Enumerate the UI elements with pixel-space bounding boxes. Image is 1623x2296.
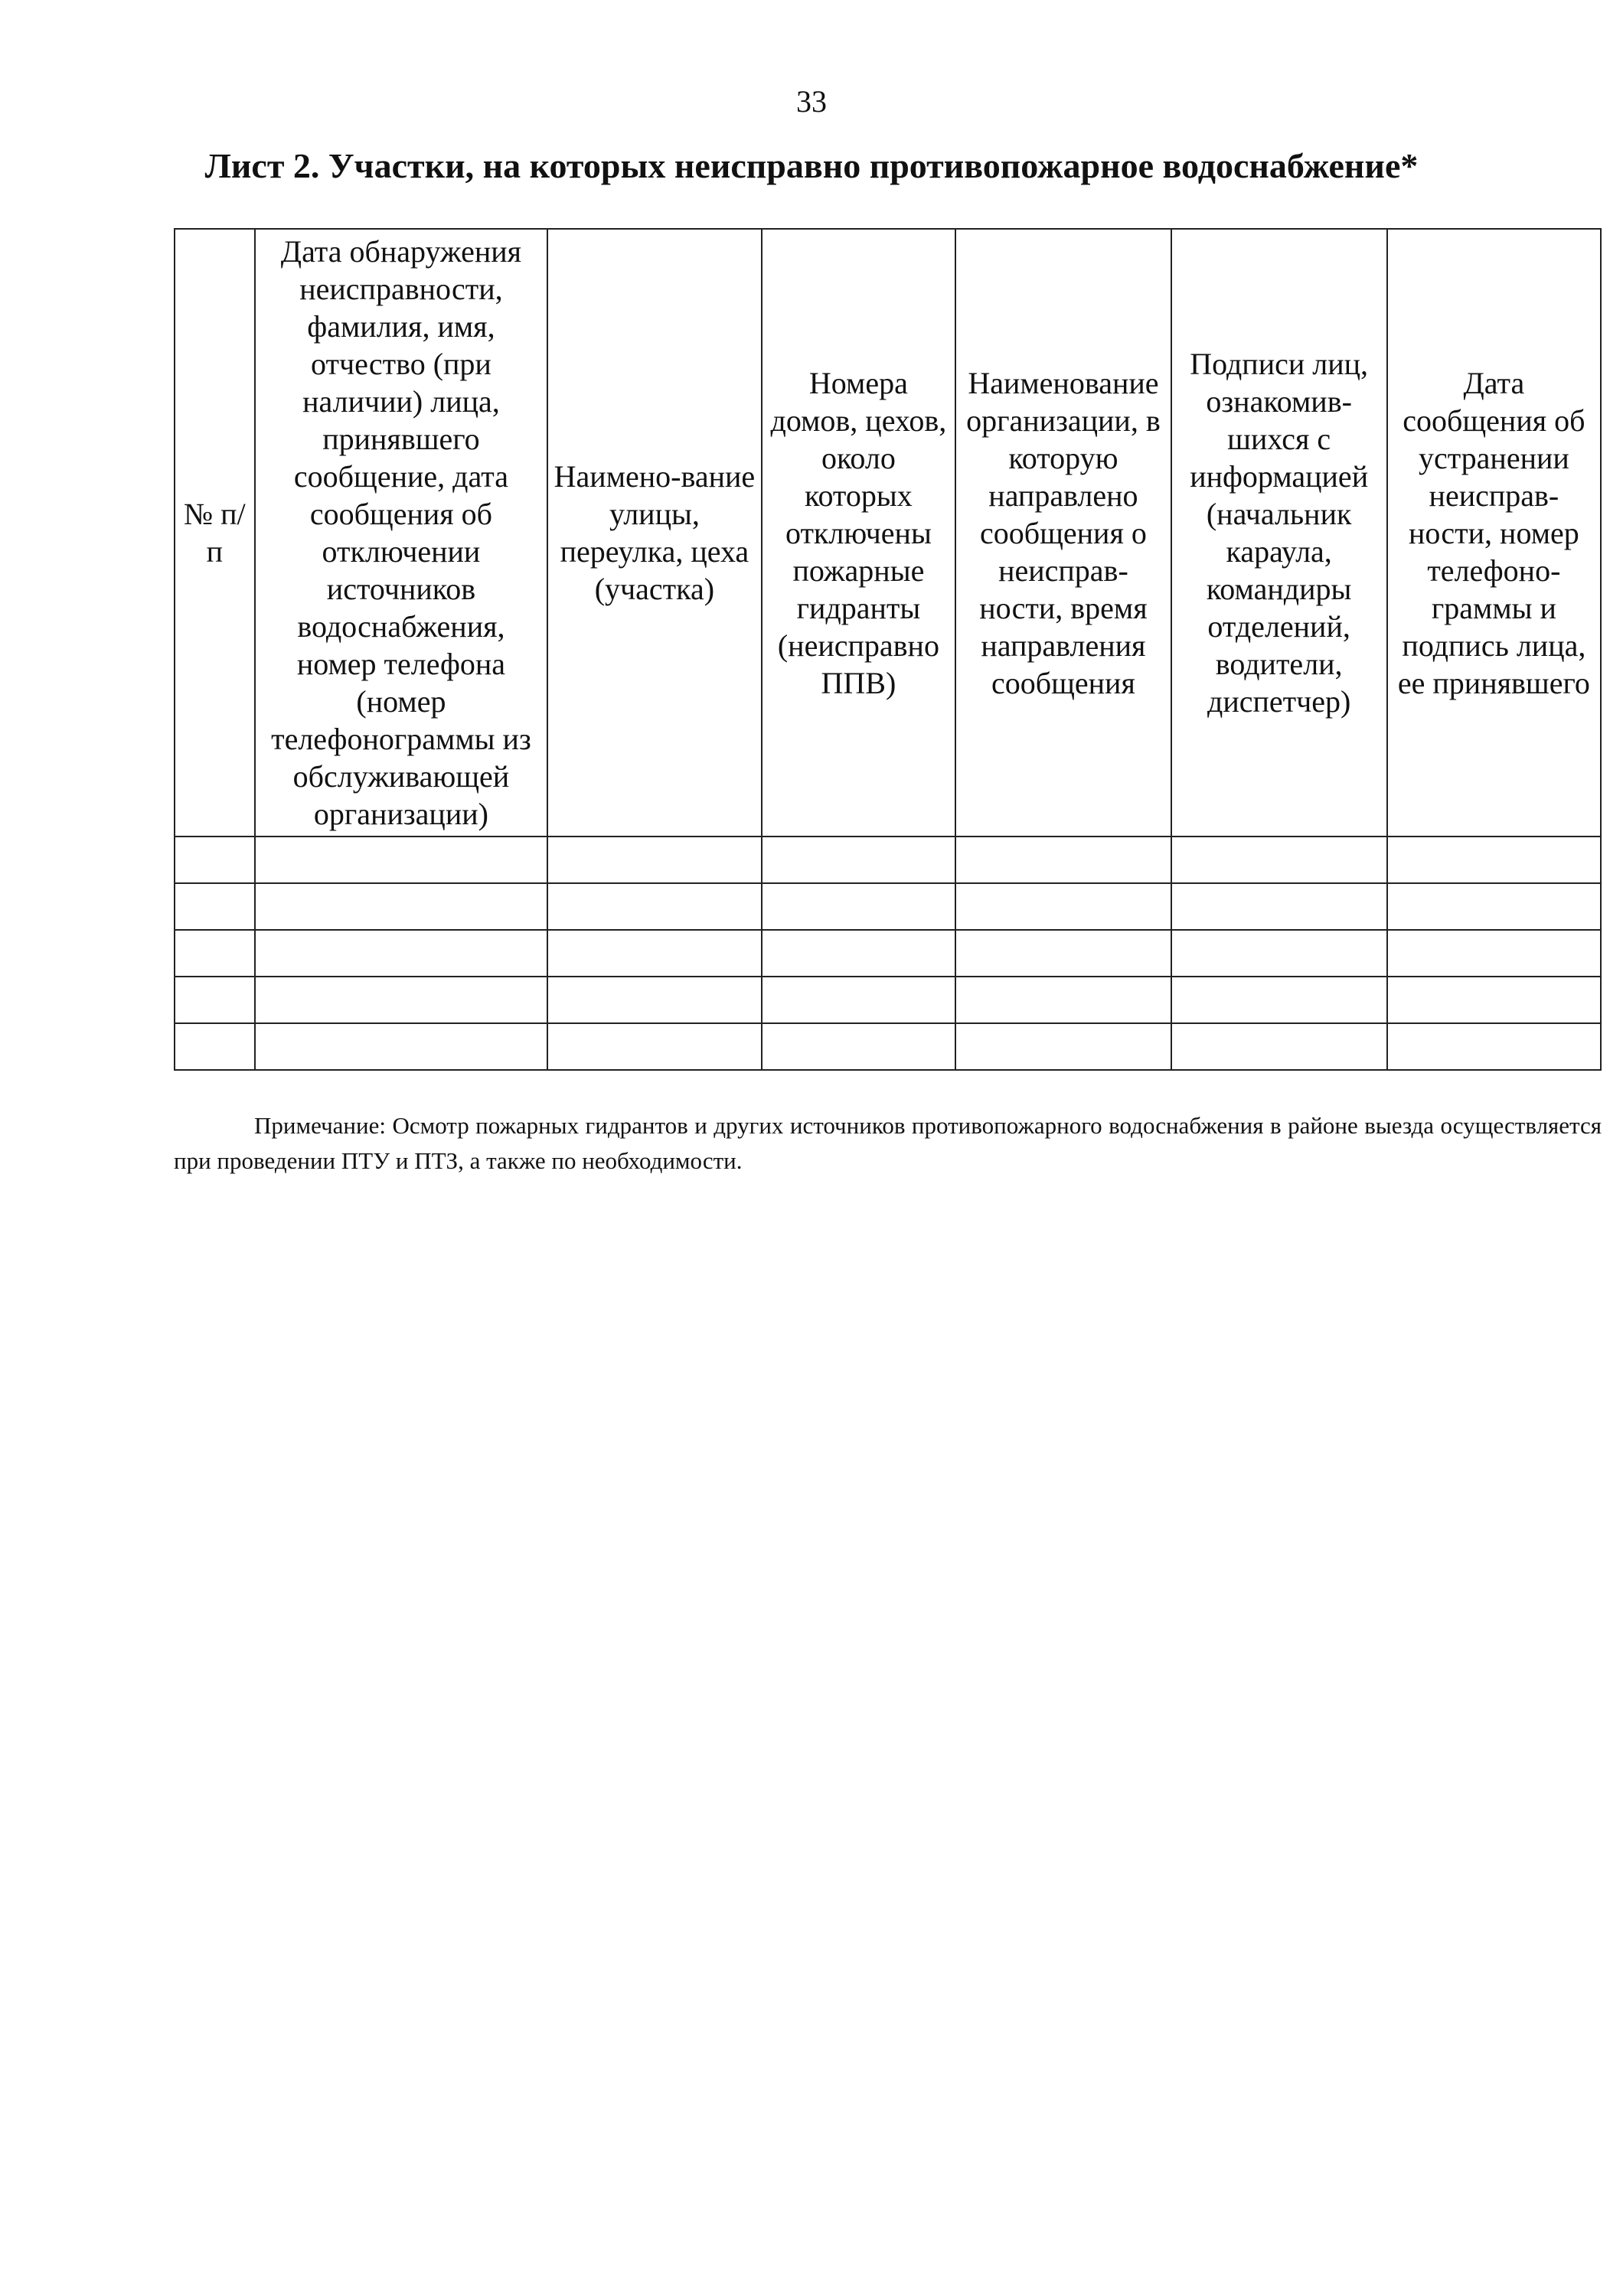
column-header-label: Подписи лиц, ознакомив-шихся с информацией (начальник караула, командиры отделений, водители, диспетчер) [1190,347,1369,719]
table-row [175,977,1601,1023]
column-header-label: Наименование организации, в которую направлено сообщения о неисправ-ности, время направления сообщения [966,365,1161,700]
table-row [175,837,1601,883]
table-cell [547,930,761,977]
footnote: Примечание: Осмотр пожарных гидрантов и других источников противопожарного водоснабжения в районе выезда осуществляется при проведении ПТУ и ПТЗ, а также по необходимости. [174,1112,1602,1174]
column-header-organization [955,229,1171,837]
column-header-signatures [1171,229,1387,837]
table-cell [1171,837,1387,883]
table-row [175,930,1601,977]
page-title: Лист 2. Участки, на которых неисправно противопожарное водоснабжение* [204,146,1419,185]
table-cell [1171,977,1387,1023]
table-header-row [175,229,1601,837]
table-cell [955,837,1171,883]
column-header-label: Дата сообщения об устранении неисправ-ности, номер телефоно-граммы и подпись лица, ее принявшего [1397,365,1590,700]
column-header-houses [762,229,956,837]
table-cell [547,883,761,930]
table-cell [175,1023,255,1070]
table-cell [547,977,761,1023]
table-cell [955,930,1171,977]
table-cell [1387,977,1601,1023]
table-cell [547,1023,761,1070]
table-body [175,837,1601,1070]
column-header-repair-date [1387,229,1601,837]
table-cell [175,837,255,883]
table-cell [1171,930,1387,977]
table-cell [955,883,1171,930]
table-cell [762,930,956,977]
table-cell [762,1023,956,1070]
column-header-number [175,229,255,837]
table-cell [175,977,255,1023]
table-cell [762,977,956,1023]
column-header-detection-date [255,229,548,837]
table-cell [547,837,761,883]
column-header-label: Наимено-вание улицы, переулка, цеха (участка) [554,459,756,606]
table-container [174,228,1602,1071]
table-row [175,883,1601,930]
table-cell [762,837,956,883]
table-cell [762,883,956,930]
table-cell [255,883,548,930]
column-header-street [547,229,761,837]
page-number: 33 [796,84,827,119]
table-cell [955,977,1171,1023]
column-header-label: № п/п [183,497,246,569]
table-row [175,1023,1601,1070]
table-cell [255,837,548,883]
table-cell [255,930,548,977]
table-cell [175,930,255,977]
table-cell [955,1023,1171,1070]
table-cell [255,977,548,1023]
table-cell [255,1023,548,1070]
table-cell [1387,837,1601,883]
table-cell [1387,930,1601,977]
table-cell [1387,883,1601,930]
table-cell [1387,1023,1601,1070]
defects-table [174,228,1602,1071]
table-cell [1171,1023,1387,1070]
column-header-label: Номера домов, цехов, около которых отключены пожарные гидранты (неисправно ППВ) [770,365,947,700]
column-header-label: Дата обнаружения неисправности, фамилия, имя, отчество (при наличии) лица, принявшего сообщение, дата сообщения об отключении источников водоснабжения, номер телефона (номер телефонограммы из обслуживающей организации) [271,234,531,831]
table-cell [1171,883,1387,930]
table-cell [175,883,255,930]
